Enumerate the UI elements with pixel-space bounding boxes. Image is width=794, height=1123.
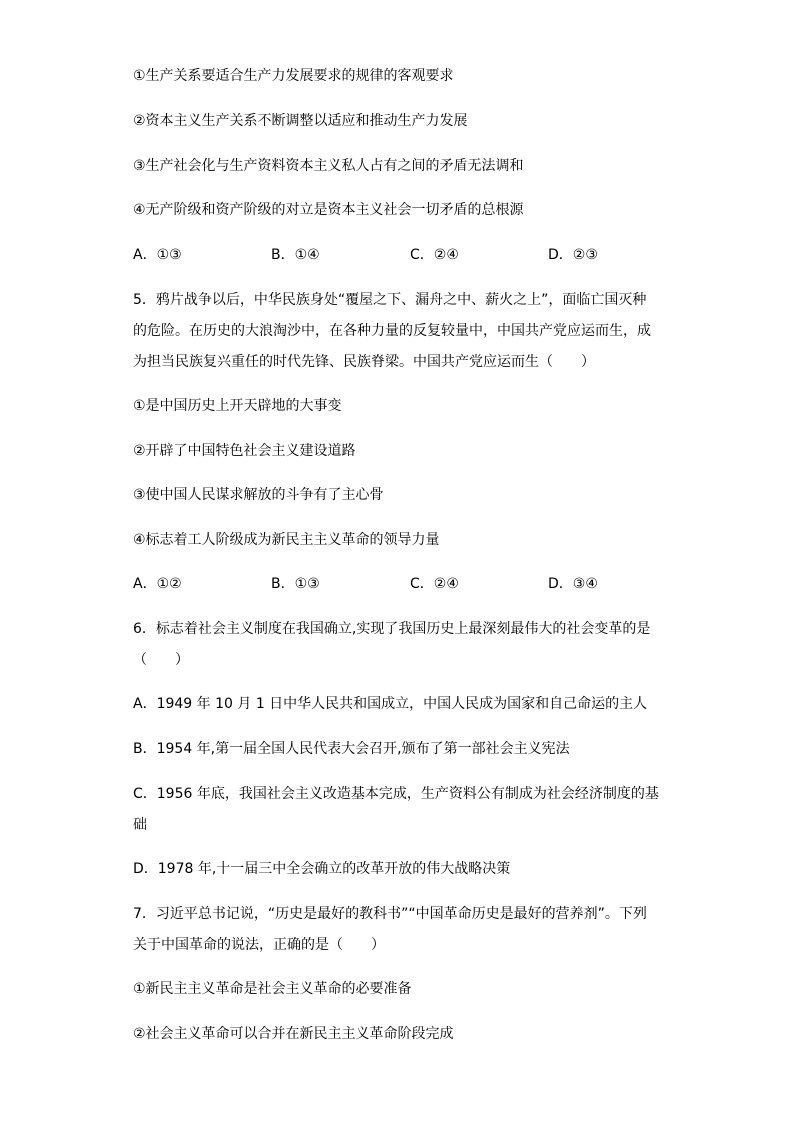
q6-option-c-line-1: C．1956 年底，我国社会主义改造基本完成，生产资料公有制成为社会经济制度的基 (133, 786, 659, 802)
q5-stem-line-1: 5．鸦片战争以后，中华民族身处“覆屋之下、漏舟之中、薪火之上”，面临亡国灭种 (133, 292, 647, 308)
statement-4: ④无产阶级和资产阶级的对立是资本主义社会一切矛盾的总根源 (133, 202, 524, 218)
option-a: A．①③ (133, 247, 182, 263)
statement-3: ③生产社会化与生产资料资本主义私人占有之间的矛盾无法调和 (133, 158, 524, 174)
q5-option-c: C．②④ (410, 576, 459, 592)
q5-stem-line-3: 为担当民族复兴重任的时代先锋、民族脊梁。中国共产党应运而生（ ） (133, 354, 595, 370)
q6-option-c-line-2: 础 (133, 817, 147, 833)
option-d: D．②③ (548, 247, 598, 263)
q5-stem-line-2: 的危险。在历史的大浪淘沙中，在各种力量的反复较量中，中国共产党应运而生，成 (133, 323, 651, 339)
option-c: C．②④ (410, 247, 459, 263)
q7-statement-1: ①新民主主义革命是社会主义革命的必要准备 (133, 981, 412, 997)
q5-statement-3: ③使中国人民谋求解放的斗争有了主心骨 (133, 487, 384, 503)
q5-statement-1: ①是中国历史上开天辟地的大事变 (133, 398, 342, 414)
q7-statement-2: ②社会主义革命可以合并在新民主主义革命阶段完成 (133, 1026, 454, 1042)
q5-option-b: B．①③ (271, 576, 320, 592)
q6-stem-line-2: （ ） (133, 652, 189, 668)
statement-1: ①生产关系要适合生产力发展要求的规律的客观要求 (133, 68, 454, 84)
q6-stem-line-1: 6．标志着社会主义制度在我国确立,实现了我国历史上最深刻最伟大的社会变革的是 (133, 621, 651, 637)
q5-option-d: D．③④ (548, 576, 598, 592)
q6-option-d: D．1978 年,十一届三中全会确立的改革开放的伟大战略决策 (133, 861, 511, 877)
option-b: B．①④ (271, 247, 320, 263)
q5-option-a: A．①② (133, 576, 182, 592)
q7-stem-line-1: 7．习近平总书记说，“历史是最好的教科书”“中国革命历史是最好的营养剂”。下列 (133, 906, 647, 922)
q6-option-b: B．1954 年,第一届全国人民代表大会召开,颁布了第一部社会主义宪法 (133, 741, 570, 757)
statement-2: ②资本主义生产关系不断调整以适应和推动生产力发展 (133, 113, 468, 129)
q5-statement-4: ④标志着工人阶级成为新民主主义革命的领导力量 (133, 532, 440, 548)
q7-stem-line-2: 关于中国革命的说法，正确的是（ ） (133, 937, 385, 953)
q6-option-a: A．1949 年 10 月 1 日中华人民共和国成立，中国人民成为国家和自己命运的主人 (133, 696, 648, 712)
q5-statement-2: ②开辟了中国特色社会主义建设道路 (133, 443, 356, 459)
